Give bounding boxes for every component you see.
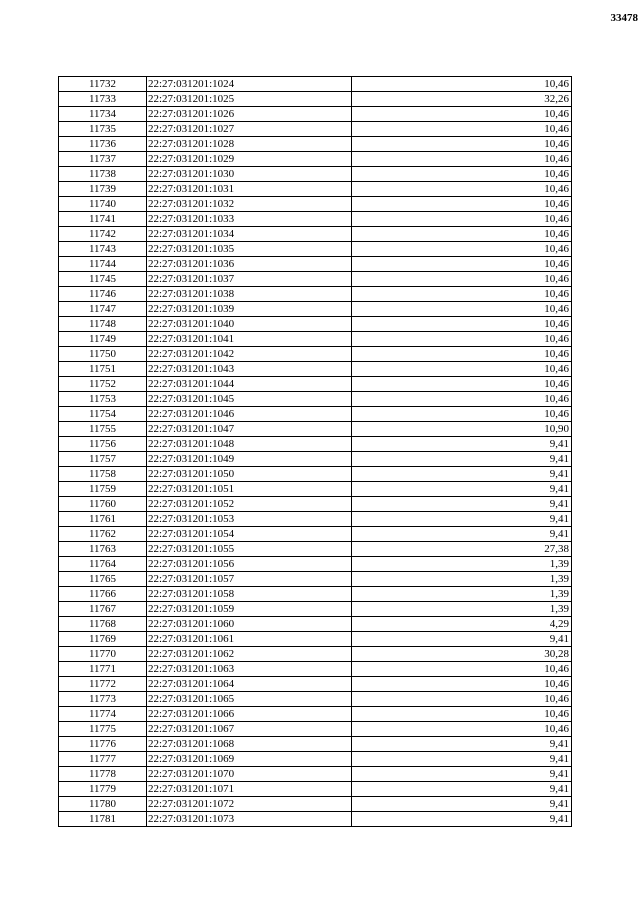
table-row (59, 302, 572, 317)
row-number-cell: 11736 (59, 137, 147, 152)
area-value-cell: 10,46 (352, 257, 572, 272)
row-number-cell: 11775 (59, 722, 147, 737)
row-number-cell: 11770 (59, 647, 147, 662)
table-row (59, 737, 572, 752)
table-row (59, 722, 572, 737)
area-value-cell: 9,41 (352, 482, 572, 497)
table-row (59, 257, 572, 272)
row-number-cell: 11781 (59, 812, 147, 827)
table-row (59, 437, 572, 452)
area-value-cell: 10,46 (352, 317, 572, 332)
area-value-cell: 27,38 (352, 542, 572, 557)
row-number-cell: 11750 (59, 347, 147, 362)
cadastral-number-cell: 22:27:031201:1070 (147, 767, 352, 782)
row-number-cell: 11747 (59, 302, 147, 317)
area-value-cell: 9,41 (352, 512, 572, 527)
row-number-cell: 11768 (59, 617, 147, 632)
cadastral-number-cell: 22:27:031201:1054 (147, 527, 352, 542)
area-value-cell: 10,46 (352, 347, 572, 362)
cadastral-number-cell: 22:27:031201:1034 (147, 227, 352, 242)
row-number-cell: 11777 (59, 752, 147, 767)
area-value-cell: 10,90 (352, 422, 572, 437)
area-value-cell: 9,41 (352, 797, 572, 812)
cadastral-number-cell: 22:27:031201:1062 (147, 647, 352, 662)
cadastral-number-cell: 22:27:031201:1069 (147, 752, 352, 767)
table-row (59, 332, 572, 347)
area-value-cell: 32,26 (352, 92, 572, 107)
table-row (59, 602, 572, 617)
table-row (59, 92, 572, 107)
cadastral-number-cell: 22:27:031201:1071 (147, 782, 352, 797)
cadastral-number-cell: 22:27:031201:1029 (147, 152, 352, 167)
area-value-cell: 10,46 (352, 122, 572, 137)
row-number-cell: 11758 (59, 467, 147, 482)
area-value-cell: 10,46 (352, 677, 572, 692)
row-number-cell: 11762 (59, 527, 147, 542)
area-value-cell: 10,46 (352, 692, 572, 707)
row-number-cell: 11732 (59, 77, 147, 92)
table-row (59, 107, 572, 122)
area-value-cell: 9,41 (352, 782, 572, 797)
area-value-cell: 1,39 (352, 572, 572, 587)
cadastral-number-cell: 22:27:031201:1038 (147, 287, 352, 302)
row-number-cell: 11765 (59, 572, 147, 587)
area-value-cell: 10,46 (352, 242, 572, 257)
table-row (59, 782, 572, 797)
area-value-cell: 9,41 (352, 527, 572, 542)
parcel-table (58, 76, 572, 827)
row-number-cell: 11779 (59, 782, 147, 797)
cadastral-number-cell: 22:27:031201:1061 (147, 632, 352, 647)
cadastral-number-cell: 22:27:031201:1068 (147, 737, 352, 752)
cadastral-number-cell: 22:27:031201:1044 (147, 377, 352, 392)
row-number-cell: 11754 (59, 407, 147, 422)
cadastral-number-cell: 22:27:031201:1048 (147, 437, 352, 452)
row-number-cell: 11778 (59, 767, 147, 782)
area-value-cell: 10,46 (352, 362, 572, 377)
row-number-cell: 11771 (59, 662, 147, 677)
cadastral-number-cell: 22:27:031201:1027 (147, 122, 352, 137)
area-value-cell: 10,46 (352, 77, 572, 92)
cadastral-number-cell: 22:27:031201:1053 (147, 512, 352, 527)
area-value-cell: 10,46 (352, 197, 572, 212)
table-row (59, 272, 572, 287)
area-value-cell: 9,41 (352, 752, 572, 767)
row-number-cell: 11760 (59, 497, 147, 512)
row-number-cell: 11741 (59, 212, 147, 227)
row-number-cell: 11742 (59, 227, 147, 242)
cadastral-number-cell: 22:27:031201:1033 (147, 212, 352, 227)
table-row (59, 287, 572, 302)
area-value-cell: 10,46 (352, 287, 572, 302)
cadastral-number-cell: 22:27:031201:1060 (147, 617, 352, 632)
cadastral-number-cell: 22:27:031201:1065 (147, 692, 352, 707)
area-value-cell: 9,41 (352, 437, 572, 452)
area-value-cell: 1,39 (352, 602, 572, 617)
cadastral-number-cell: 22:27:031201:1037 (147, 272, 352, 287)
table-row (59, 677, 572, 692)
table-row (59, 137, 572, 152)
table-row (59, 452, 572, 467)
row-number-cell: 11740 (59, 197, 147, 212)
area-value-cell: 9,41 (352, 737, 572, 752)
row-number-cell: 11755 (59, 422, 147, 437)
row-number-cell: 11749 (59, 332, 147, 347)
cadastral-number-cell: 22:27:031201:1028 (147, 137, 352, 152)
table-row (59, 707, 572, 722)
cadastral-number-cell: 22:27:031201:1042 (147, 347, 352, 362)
row-number-cell: 11735 (59, 122, 147, 137)
cadastral-number-cell: 22:27:031201:1035 (147, 242, 352, 257)
area-value-cell: 1,39 (352, 557, 572, 572)
area-value-cell: 10,46 (352, 227, 572, 242)
row-number-cell: 11737 (59, 152, 147, 167)
row-number-cell: 11766 (59, 587, 147, 602)
table-row (59, 242, 572, 257)
cadastral-number-cell: 22:27:031201:1064 (147, 677, 352, 692)
area-value-cell: 10,46 (352, 272, 572, 287)
row-number-cell: 11739 (59, 182, 147, 197)
table-row (59, 482, 572, 497)
table-row (59, 752, 572, 767)
row-number-cell: 11773 (59, 692, 147, 707)
table-row (59, 362, 572, 377)
table-row (59, 812, 572, 827)
row-number-cell: 11772 (59, 677, 147, 692)
area-value-cell: 9,41 (352, 632, 572, 647)
area-value-cell: 4,29 (352, 617, 572, 632)
area-value-cell: 30,28 (352, 647, 572, 662)
cadastral-number-cell: 22:27:031201:1040 (147, 317, 352, 332)
table-row (59, 797, 572, 812)
cadastral-number-cell: 22:27:031201:1041 (147, 332, 352, 347)
table-row (59, 77, 572, 92)
table-row (59, 227, 572, 242)
cadastral-number-cell: 22:27:031201:1066 (147, 707, 352, 722)
table-row (59, 767, 572, 782)
table-row (59, 167, 572, 182)
table-row (59, 182, 572, 197)
cadastral-number-cell: 22:27:031201:1045 (147, 392, 352, 407)
row-number-cell: 11748 (59, 317, 147, 332)
area-value-cell: 9,41 (352, 467, 572, 482)
row-number-cell: 11752 (59, 377, 147, 392)
area-value-cell: 10,46 (352, 377, 572, 392)
cadastral-number-cell: 22:27:031201:1049 (147, 452, 352, 467)
area-value-cell: 9,41 (352, 812, 572, 827)
cadastral-number-cell: 22:27:031201:1043 (147, 362, 352, 377)
row-number-cell: 11774 (59, 707, 147, 722)
cadastral-number-cell: 22:27:031201:1036 (147, 257, 352, 272)
table-row (59, 392, 572, 407)
area-value-cell: 10,46 (352, 182, 572, 197)
area-value-cell: 10,46 (352, 407, 572, 422)
row-number-cell: 11759 (59, 482, 147, 497)
table-row (59, 317, 572, 332)
table-row (59, 152, 572, 167)
area-value-cell: 10,46 (352, 722, 572, 737)
area-value-cell: 10,46 (352, 152, 572, 167)
row-number-cell: 11769 (59, 632, 147, 647)
table-row (59, 377, 572, 392)
area-value-cell: 10,46 (352, 167, 572, 182)
cadastral-number-cell: 22:27:031201:1046 (147, 407, 352, 422)
table-row (59, 587, 572, 602)
table-row (59, 122, 572, 137)
row-number-cell: 11743 (59, 242, 147, 257)
table-row (59, 407, 572, 422)
table-row (59, 662, 572, 677)
cadastral-number-cell: 22:27:031201:1058 (147, 587, 352, 602)
area-value-cell: 10,46 (352, 392, 572, 407)
table-row (59, 557, 572, 572)
cadastral-number-cell: 22:27:031201:1031 (147, 182, 352, 197)
row-number-cell: 11763 (59, 542, 147, 557)
row-number-cell: 11764 (59, 557, 147, 572)
row-number-cell: 11746 (59, 287, 147, 302)
area-value-cell: 9,41 (352, 767, 572, 782)
area-value-cell: 10,46 (352, 662, 572, 677)
table-row (59, 212, 572, 227)
cadastral-number-cell: 22:27:031201:1050 (147, 467, 352, 482)
row-number-cell: 11733 (59, 92, 147, 107)
area-value-cell: 9,41 (352, 497, 572, 512)
row-number-cell: 11776 (59, 737, 147, 752)
area-value-cell: 1,39 (352, 587, 572, 602)
row-number-cell: 11745 (59, 272, 147, 287)
table-row (59, 527, 572, 542)
table-row (59, 542, 572, 557)
cadastral-number-cell: 22:27:031201:1032 (147, 197, 352, 212)
area-value-cell: 10,46 (352, 137, 572, 152)
cadastral-number-cell: 22:27:031201:1055 (147, 542, 352, 557)
table-row (59, 512, 572, 527)
row-number-cell: 11767 (59, 602, 147, 617)
area-value-cell: 10,46 (352, 707, 572, 722)
area-value-cell: 10,46 (352, 212, 572, 227)
table-row (59, 572, 572, 587)
table-row (59, 632, 572, 647)
row-number-cell: 11780 (59, 797, 147, 812)
cadastral-number-cell: 22:27:031201:1073 (147, 812, 352, 827)
page-number: 33478 (610, 12, 638, 24)
cadastral-number-cell: 22:27:031201:1063 (147, 662, 352, 677)
table-row (59, 467, 572, 482)
row-number-cell: 11734 (59, 107, 147, 122)
area-value-cell: 10,46 (352, 107, 572, 122)
cadastral-number-cell: 22:27:031201:1056 (147, 557, 352, 572)
row-number-cell: 11756 (59, 437, 147, 452)
row-number-cell: 11753 (59, 392, 147, 407)
row-number-cell: 11738 (59, 167, 147, 182)
cadastral-number-cell: 22:27:031201:1024 (147, 77, 352, 92)
cadastral-number-cell: 22:27:031201:1026 (147, 107, 352, 122)
area-value-cell: 10,46 (352, 332, 572, 347)
cadastral-number-cell: 22:27:031201:1030 (147, 167, 352, 182)
row-number-cell: 11751 (59, 362, 147, 377)
row-number-cell: 11744 (59, 257, 147, 272)
table-row (59, 497, 572, 512)
table-row (59, 647, 572, 662)
cadastral-number-cell: 22:27:031201:1067 (147, 722, 352, 737)
cadastral-number-cell: 22:27:031201:1025 (147, 92, 352, 107)
table-row (59, 692, 572, 707)
cadastral-number-cell: 22:27:031201:1052 (147, 497, 352, 512)
cadastral-number-cell: 22:27:031201:1057 (147, 572, 352, 587)
table-row (59, 422, 572, 437)
cadastral-number-cell: 22:27:031201:1047 (147, 422, 352, 437)
cadastral-number-cell: 22:27:031201:1051 (147, 482, 352, 497)
cadastral-number-cell: 22:27:031201:1059 (147, 602, 352, 617)
table-row (59, 617, 572, 632)
cadastral-number-cell: 22:27:031201:1039 (147, 302, 352, 317)
row-number-cell: 11757 (59, 452, 147, 467)
cadastral-number-cell: 22:27:031201:1072 (147, 797, 352, 812)
area-value-cell: 10,46 (352, 302, 572, 317)
parcel-table-body (59, 77, 572, 827)
row-number-cell: 11761 (59, 512, 147, 527)
table-row (59, 347, 572, 362)
area-value-cell: 9,41 (352, 452, 572, 467)
table-row (59, 197, 572, 212)
